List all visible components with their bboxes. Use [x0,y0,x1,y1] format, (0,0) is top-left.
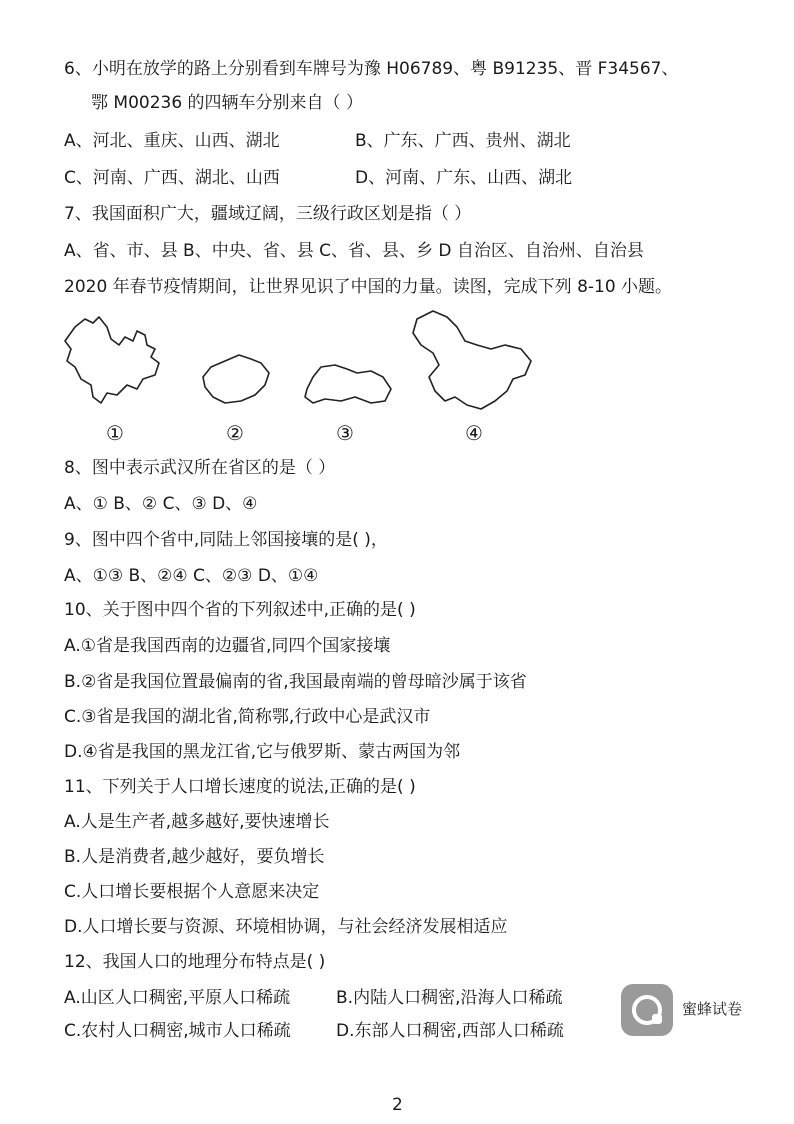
q6-stem-line2: 鄂 M00236 的四辆车分别来自（ ） [91,93,363,113]
map-3-hubei-outline [305,365,391,403]
map-label-3: ③ [336,421,354,445]
q10-option-b: B.②省是我国位置最偏南的省,我国最南端的曾母暗沙属于该省 [64,672,527,692]
q9-options: A、①③ B、②④ C、②③ D、①④ [64,566,319,586]
q10-option-c: C.③省是我国的湖北省,简称鄂,行政中心是武汉市 [64,707,431,727]
watermark-text: 蜜蜂试卷 [682,1000,743,1018]
q6-option-b: B、广东、广西、贵州、湖北 [355,131,571,151]
q12-stem: 12、我国人口的地理分布特点是( ) [64,952,326,972]
q8-stem: 8、图中表示武汉所在省区的是（ ） [64,458,336,478]
q7-stem: 7、我国面积广大，疆域辽阔，三级行政区划是指（ ） [64,204,472,224]
province-maps [55,305,535,415]
q11-option-a: A.人是生产者,越多越好,要快速增长 [64,812,330,832]
q10-stem: 10、关于图中四个省的下列叙述中,正确的是( ) [64,600,416,620]
q12-option-d: D.东部人口稠密,西部人口稀疏 [336,1021,564,1041]
q11-option-c: C.人口增长要根据个人意愿来决定 [64,882,320,902]
q7-options: A、省、市、县 B、中央、省、县 C、省、县、乡 D 自治区、自治州、自治县 [64,241,644,261]
q12-option-b: B.内陆人口稠密,沿海人口稀疏 [336,988,563,1008]
map-4-heilongjiang-outline [413,311,531,409]
map-label-1: ① [106,421,124,445]
q6-stem-line1: 6、小明在放学的路上分别看到车牌号为豫 H06789、粤 B91235、晋 F34567、 [64,59,679,79]
map-label-2: ② [226,421,244,445]
watermark-logo-icon [621,984,673,1036]
page-number: 2 [392,1095,403,1115]
q9-stem: 9、图中四个省中,同陆上邻国接壤的是( )， [64,530,388,550]
q12-option-a: A.山区人口稠密,平原人口稀疏 [64,988,291,1008]
q11-option-d: D.人口增长要与资源、环境相协调，与社会经济发展相适应 [64,917,508,937]
q11-option-b: B.人是消费者,越少越好，要负增长 [64,847,325,867]
q8-options: A、① B、② C、③ D、④ [64,494,258,514]
q10-option-d: D.④省是我国的黑龙江省,它与俄罗斯、蒙古两国为邻 [64,742,461,762]
map-1-yunnan-outline [65,317,159,403]
q6-option-d: D、河南、广东、山西、湖北 [355,168,573,188]
map-2-hainan-outline [203,355,269,403]
q10-option-a: A.①省是我国西南的边疆省,同四个国家接壤 [64,636,391,656]
map-label-4: ④ [465,421,483,445]
q12-option-c: C.农村人口稠密,城市人口稀疏 [64,1021,291,1041]
q6-option-c: C、河南、广西、湖北、山西 [64,168,280,188]
q6-option-a: A、河北、重庆、山西、湖北 [64,131,280,151]
maps-intro: 2020 年春节疫情期间，让世界见识了中国的力量。读图，完成下列 8-10 小题。 [64,277,673,297]
q11-stem: 11、下列关于人口增长速度的说法,正确的是( ) [64,777,416,797]
